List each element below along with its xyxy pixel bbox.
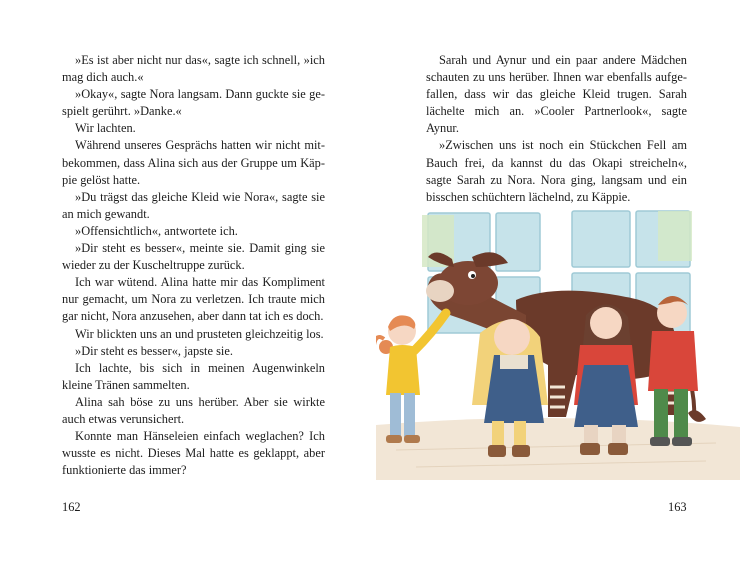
paragraph: Sarah und Aynur und ein paar andere Mädchen schauten zu uns herüber. Ihnen war ebenfalls aufgefallen, dass wir das gleiche Kleid trugen. Sarah lächelte mich an. »Cooler Partnerlook«, sagte Aynur. (426, 53, 687, 136)
paragraph: Konnte man Hänseleien einfach weglachen? Ich wusste es nicht. Dieses Mal hatte es geklappt, aber funktionierte das immer? (62, 429, 325, 478)
left-page-text (62, 52, 325, 479)
paragraph: »Zwischen uns ist noch ein Stückchen Fell am Bauch frei, da kannst du das Okapi streicheln«, sagte Sarah zu Nora. Nora ging, langsam und ein bisschen schüchtern lächelnd, zu Käppie. (426, 138, 687, 204)
paragraph: »Es ist aber nicht nur das«, sagte ich schnell, »ich mag dich auch.« (62, 53, 325, 85)
paragraph: Wir blickten uns an und prusteten gleichzeitig los. (75, 326, 324, 341)
paragraph: »Offensichtlich«, antwortete ich. (75, 223, 238, 238)
paragraph: Wir lachten. (75, 121, 136, 136)
paragraph: Alina sah böse zu uns herüber. Aber sie wirkte auch etwas verunsichert. (62, 394, 325, 426)
window-right-green-tint (658, 211, 692, 261)
paragraph: Während unseres Gesprächs hatten wir nicht mitbekommen, dass Alina sich aus der Gruppe um Käppie gelöst hatte. (62, 138, 325, 187)
page-number: 163 (668, 500, 687, 514)
right-page (375, 0, 750, 570)
paragraph: »Okay«, sagte Nora langsam. Dann guckte sie gespielt gerührt. »Danke.« (62, 87, 325, 119)
right-page-text (426, 52, 687, 206)
paragraph: »Dir steht es besser«, japste sie. (75, 343, 233, 358)
paragraph: Ich lachte, bis sich in meinen Augenwinkeln kleine Tränen sammelten. (62, 360, 325, 392)
paragraph: »Du trägst das gleiche Kleid wie Nora«, sagte sie an mich gewandt. (62, 189, 325, 221)
page-number: 162 (62, 500, 81, 514)
paragraph: »Dir steht es besser«, meinte sie. Damit ging sie wieder zu der Kuscheltruppe zurück. (62, 241, 325, 273)
okapi-with-children-illustration (376, 205, 740, 480)
paragraph: Ich war wütend. Alina hatte mir das Kompliment nur gemacht, um Nora zu verletzen. Ich traute mich gar nicht, Nora anzusehen, aber dann tat ich es doch. (62, 275, 325, 324)
